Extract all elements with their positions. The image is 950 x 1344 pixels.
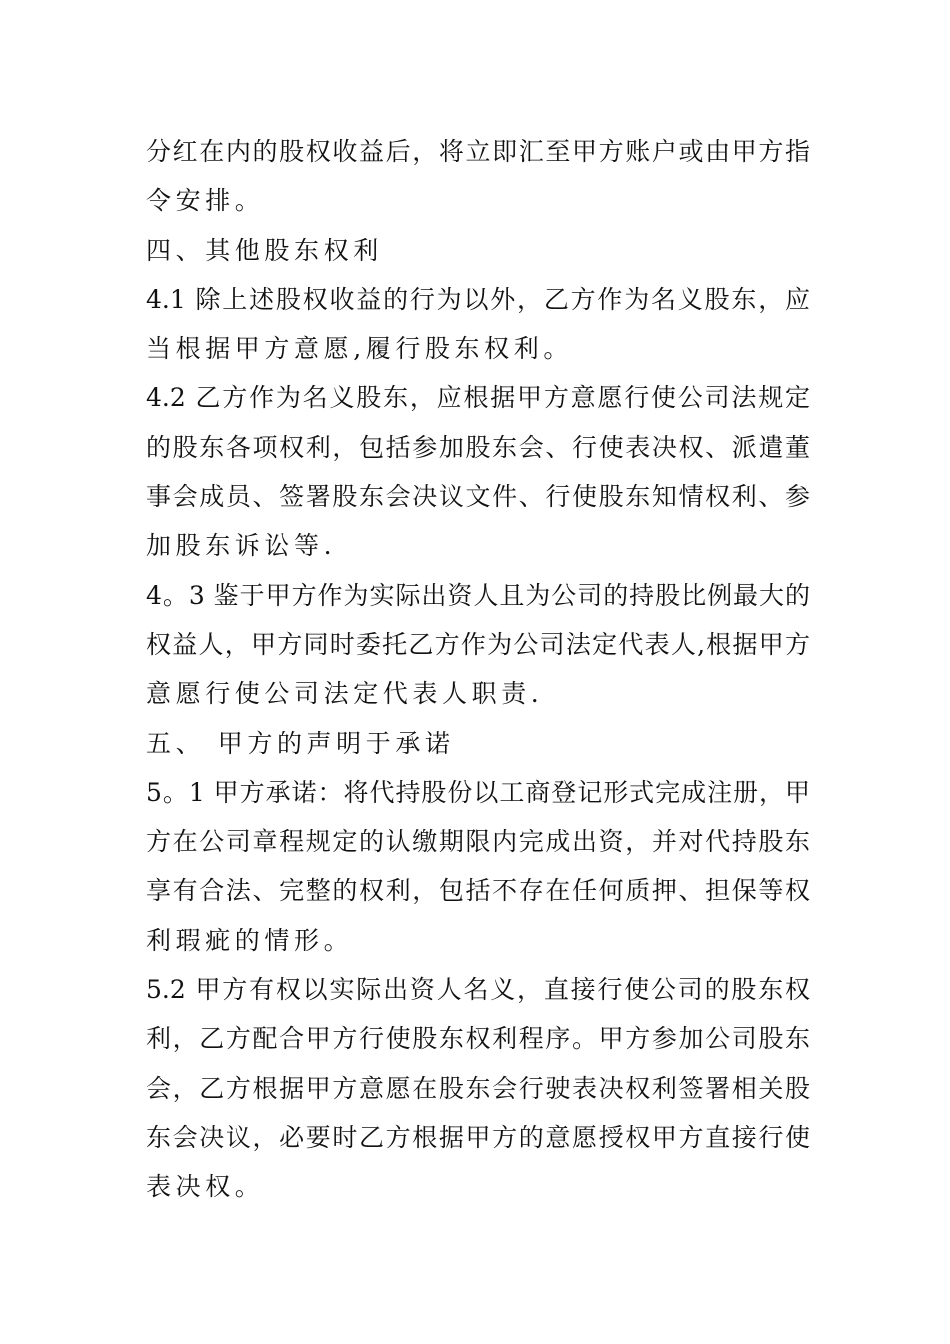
text-line: 方在公司章程规定的认缴期限内完成出资，并对代持股东 [146,827,810,857]
text-line: 4.2 乙方作为名义股东，应根据甲方意愿行使公司法规定 [146,383,810,413]
text-line: 意愿行使公司法定代表人职责. [146,679,544,709]
text-line: 5。1 甲方承诺：将代持股份以工商登记形式完成注册，甲 [146,777,810,807]
document-page [146,127,810,1212]
text-line: 表决权。 [146,1172,265,1202]
text-line: 5.2 甲方有权以实际出资人名义，直接行使公司的股东权 [146,975,810,1005]
text-line: 4.1 除上述股权收益的行为以外，乙方作为名义股东，应 [146,284,810,314]
text-line: 当根据甲方意愿,履行股东权利。 [146,334,573,364]
text-line: 分红在内的股权收益后，将立即汇至甲方账户或由甲方指 [146,137,810,166]
text-line: 权益人，甲方同时委托乙方作为公司法定代表人,根据甲方 [146,629,810,659]
text-line: 令安排。 [146,186,265,216]
text-line: 加股东诉讼等. [146,531,337,561]
text-line: 会，乙方根据甲方意愿在股东会行驶表决权利签署相关股 [146,1073,810,1103]
text-line: 的股东各项权利，包括参加股东会、行使表决权、派遣董 [146,432,810,462]
text-line: 事会成员、签署股东会决议文件、行使股东知情权利、参 [146,482,810,512]
section-heading: 五、 甲方的声明于承诺 [146,728,455,758]
section-heading: 四、其他股东权利 [146,235,383,265]
text-line: 享有合法、完整的权利，包括不存在任何质押、担保等权 [146,876,810,906]
text-line: 东会决议，必要时乙方根据甲方的意愿授权甲方直接行使 [146,1122,810,1152]
text-line: 利瑕疵的情形。 [146,925,354,955]
text-line: 利，乙方配合甲方行使股东权利程序。甲方参加公司股东 [146,1024,810,1054]
text-line: 4。3 鉴于甲方作为实际出资人且为公司的持股比例最大的 [146,580,810,610]
